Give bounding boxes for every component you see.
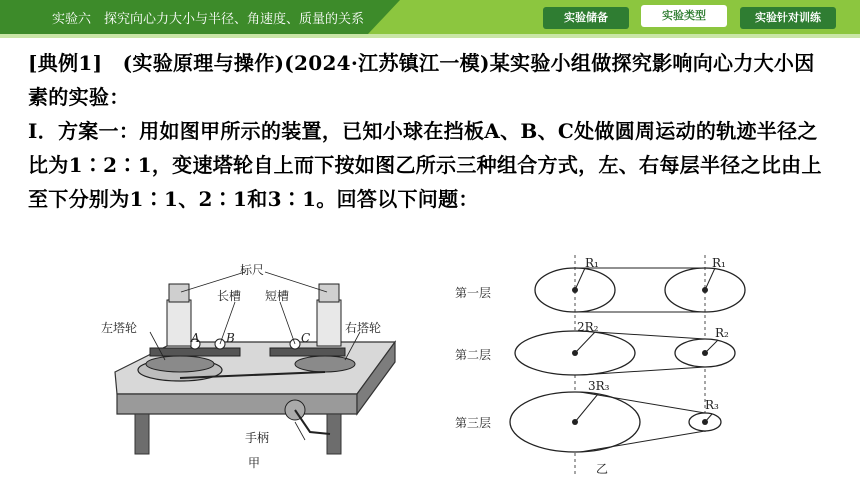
tab-experiment-prep[interactable]: 实验储备 (543, 7, 629, 29)
label-c: C (301, 331, 311, 345)
left-ruler (169, 284, 189, 302)
tab-experiment-types[interactable]: 实验类型 (641, 5, 727, 27)
problem-text (28, 46, 833, 216)
header-title: 实验六 探究向心力大小与半径、角速度、质量的关系 (52, 12, 365, 27)
layer3-left-radius: 3R₃ (588, 379, 610, 393)
base-leg (135, 414, 149, 454)
problem-heading: [典例1] (实验原理与操作)(2024·江苏镇江一模)某实验小组做探究影响向心力大小因素的实验： (28, 51, 815, 109)
right-ruler (319, 284, 339, 302)
figure-jia-apparatus (95, 262, 425, 477)
header-stripe (0, 34, 860, 38)
label-ruler: 标尺 (240, 263, 265, 277)
label-short-groove: 短槽 (265, 289, 290, 303)
base-front (117, 394, 357, 414)
figure-yi-tower-wheels (450, 255, 750, 480)
label-long-groove: 长槽 (217, 289, 242, 303)
layer2-left-radius: 2R₂ (577, 320, 599, 334)
left-tower-wheel-top (146, 356, 214, 372)
left-column (167, 300, 191, 346)
label-a: A (191, 331, 200, 345)
layer2-right-radius: R₂ (715, 326, 729, 340)
figure-jia-caption: 甲 (248, 456, 261, 470)
label-b: B (226, 331, 235, 345)
label-left-wheel: 左塔轮 (101, 321, 138, 335)
layer3-right-radius: R₃ (705, 398, 719, 412)
header-bar (0, 0, 860, 38)
short-groove (270, 348, 345, 356)
right-column (317, 300, 341, 346)
layer2-name: 第二层 (455, 348, 492, 362)
layer3-name: 第三层 (455, 416, 492, 430)
layer1-name: 第一层 (455, 286, 492, 300)
layer1-right-radius: R₁ (712, 256, 726, 270)
label-handle: 手柄 (245, 431, 270, 445)
problem-plan-text: Ⅰ．方案一：用如图甲所示的装置，已知小球在挡板A、B、C处做圆周运动的轨迹半径之比为1∶2∶1，变速塔轮自上而下按如图乙所示三种组合方式，左、右每层半径之比由上至下分别为1∶1、2∶1和3∶1。回答以下问题： (28, 119, 822, 211)
label-right-wheel: 右塔轮 (345, 321, 382, 335)
layer1-left-radius: R₁ (585, 256, 599, 270)
figure-yi-caption: 乙 (596, 462, 609, 476)
tab-experiment-practice[interactable]: 实验针对训练 (740, 7, 836, 29)
